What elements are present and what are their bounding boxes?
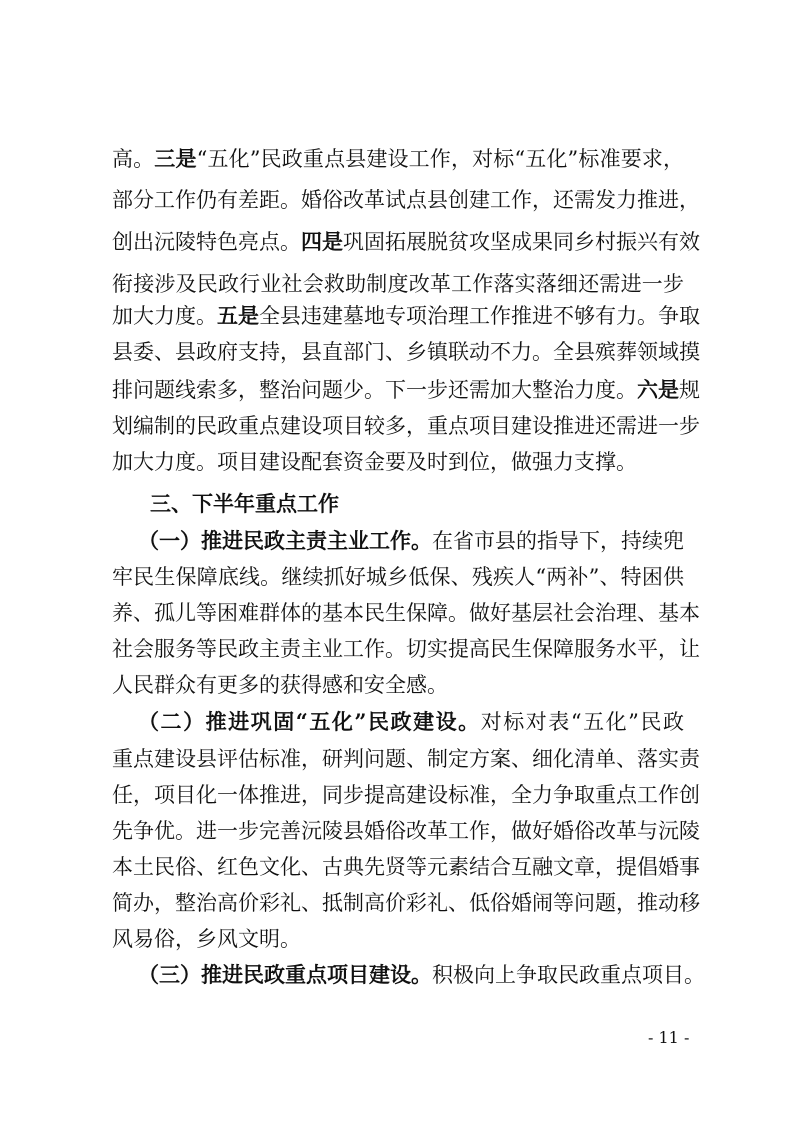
body-line: 人民群众有更多的获得感和安全感。 (112, 673, 448, 697)
item1-title: （一）推进民政主责主业工作。 (138, 528, 432, 553)
item3-title: （三）推进民政重点项目建设。 (138, 962, 432, 987)
body-line: 任，项目化一体推进，同步提高建设标准，全力争取重点工作创 (112, 783, 700, 807)
body-line: 加大力度。项目建设配套资金要及时到位，做强力支撑。 (112, 450, 637, 474)
body-line: 先争优。进一步完善沅陵县婚俗改革工作，做好婚俗改革与沅陵 (112, 819, 700, 843)
bold-marker: 三是 (154, 146, 197, 171)
body-line: 排问题线索多，整治问题少。下一步还需加大整治力度。六是规 (112, 377, 700, 402)
body-line: 划编制的民政重点建设项目较多，重点项目建设推进还需进一步 (112, 414, 700, 438)
item3-first-line: （三）推进民政重点项目建设。积极向上争取民政重点项目。 (138, 962, 705, 987)
section-heading: 三、下半年重点工作 (150, 491, 339, 516)
item2-first-line: （二）推进巩固“五化”民政建设。对标对表“五化”民政 (138, 709, 684, 734)
body-line: 衔接涉及民政行业社会救助制度改革工作落实落细还需进一步 (112, 272, 684, 296)
item1-first-line: （一）推进民政主责主业工作。在省市县的指导下，持续兜 (138, 528, 684, 553)
body-line: 高。三是“五化”民政重点县建设工作，对标“五化”标准要求， (112, 146, 685, 171)
body-line: 风易俗，乡风文明。 (112, 927, 301, 951)
body-line: 牢民生保障底线。继续抓好城乡低保、残疾人“两补”、特困供 (112, 565, 684, 589)
page-number: - 11 - (648, 1028, 690, 1047)
body-line: 重点建设县评估标准，研判问题、制定方案、细化清单、落实责 (112, 747, 700, 771)
body-line: 社会服务等民政主责主业工作。切实提高民生保障服务水平，让 (112, 637, 700, 661)
item2-title: （二）推进巩固“五化”民政建设。 (138, 709, 481, 734)
body-line: 简办，整治高价彩礼、抵制高价彩礼、低俗婚闹等问题，推动移 (112, 891, 700, 915)
body-line: 创出沅陵特色亮点。四是巩固拓展脱贫攻坚成果同乡村振兴有效 (112, 229, 700, 254)
bold-marker: 六是 (637, 377, 679, 402)
body-line: 县委、县政府支持，县直部门、乡镇联动不力。全县殡葬领域摸 (112, 340, 700, 364)
body-line: 养、孤儿等困难群体的基本民生保障。做好基层社会治理、基本 (112, 601, 700, 625)
body-line: 部分工作仍有差距。婚俗改革试点县创建工作，还需发力推进， (112, 188, 700, 212)
bold-marker: 五是 (217, 303, 259, 328)
bold-marker: 四是 (301, 229, 343, 254)
body-line: 本土民俗、红色文化、古典先贤等元素结合互融文章，提倡婚事 (112, 855, 700, 879)
body-line: 加大力度。五是全县违建墓地专项治理工作推进不够有力。争取 (112, 303, 700, 328)
